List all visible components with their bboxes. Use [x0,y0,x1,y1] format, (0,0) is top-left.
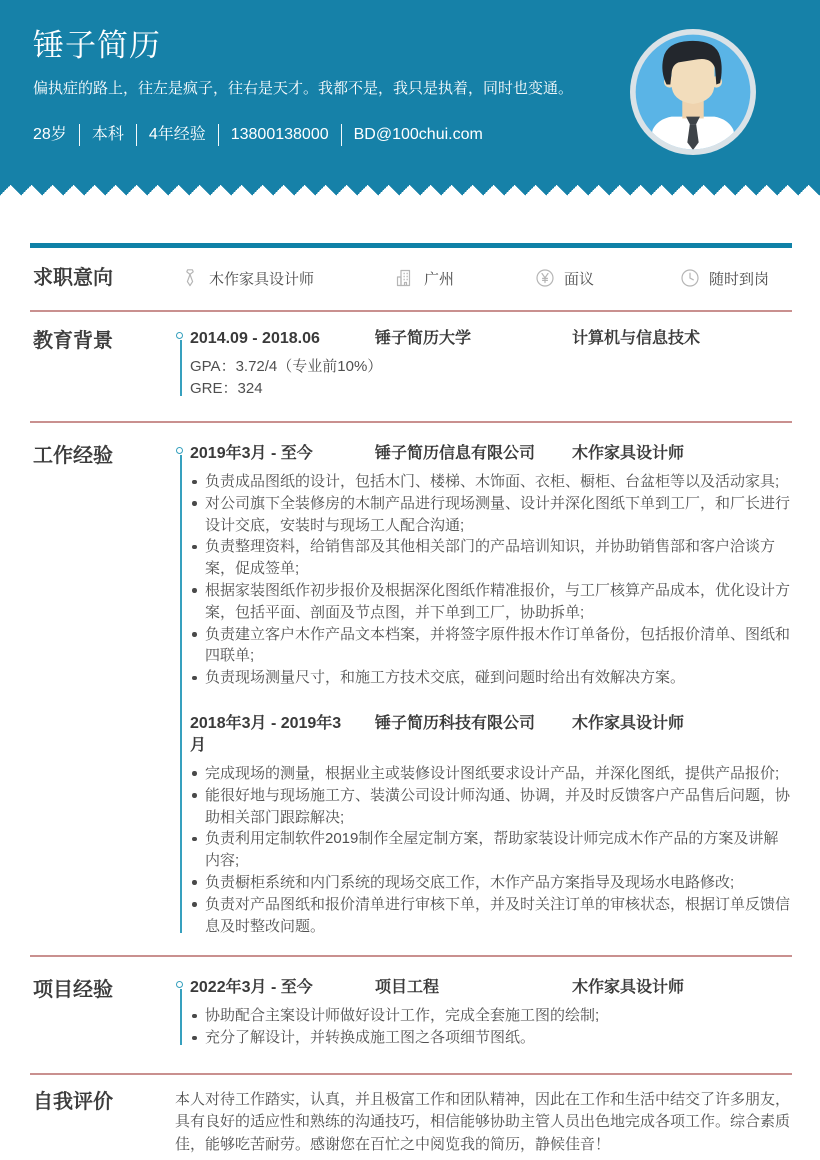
yen-icon [535,268,555,288]
intent-salary-label: 面议 [564,270,595,288]
building-icon [395,268,415,288]
timeline-line [180,989,182,1045]
header [0,0,820,185]
avatar-illustration [630,29,756,155]
entry-company: 锤子简历科技有限公司 [375,714,536,732]
work-entry [190,443,792,689]
header-info-item: 4年经验 [136,124,206,146]
timeline-line [180,340,182,396]
education-detail: GRE：324 [190,380,263,397]
bullet-item: 负责整理资料，给销售部及其他相关部门的产品培训知识，并协助销售部和客户洽谈方案，促成签单; [190,536,792,580]
bullet-item: 完成现场的测量，根据业主或装修设计图纸要求设计产品，并深化图纸，提供产品报价; [190,763,792,785]
work-entry [190,713,792,937]
header-info-item: BD@100chui.com [341,124,483,146]
section-title: 工作经验 [33,445,113,467]
section-title: 教育背景 [33,330,113,352]
header-name: 锤子简历 [33,28,161,63]
bullet-item: 负责成品图纸的设计，包括木门、楼梯、木饰面、衣柜、橱柜、台盆柜等以及活动家具; [190,471,792,493]
section-job-intent [0,248,820,310]
entry-period: 2014.09 - 2018.06 [190,330,320,347]
header-info-item: 28岁 [33,126,67,143]
header-info-item: 13800138000 [218,124,329,146]
entry-role: 木作家具设计师 [572,445,685,462]
bullet-item: 能很好地与现场施工方、装潢公司设计师沟通、协调，并及时反馈客户产品售后问题，协助相关部门跟踪解决; [190,785,792,829]
entry-school: 锤子简历大学 [375,330,472,347]
entry-major: 计算机与信息技术 [572,330,701,347]
education-details [190,356,792,400]
education-entry [190,328,792,350]
job-intent-items [175,268,792,289]
intent-city [395,268,535,289]
timeline-line [180,455,182,933]
entry-period: 2022年3月 - 至今 [190,979,313,997]
bullet-item: 负责现场测量尺寸，和施工方技术交底，碰到问题时给出有效解决方案。 [190,667,792,689]
bullet-item: 负责利用定制软件2019制作全屋定制方案，帮助家装设计师完成木作产品的方案及讲解内容; [190,828,792,872]
project-bullets [190,1005,792,1049]
header-tagline: 偏执症的路上，往左是疯子，往右是天才。我都不是，我只是执着，同时也变通。 [33,80,574,97]
bullet-item: 负责橱柜系统和内门系统的现场交底工作，木作产品方案指导及现场水电路修改; [190,872,792,894]
section-education [0,312,820,421]
section-title: 自我评价 [33,1090,113,1113]
avatar [630,29,756,155]
bullet-item: 负责对产品图纸和报价清单进行审核下单，并及时关注订单的审核状态，根据订单反馈信息及时整改问题。 [190,894,792,938]
timeline-dot [176,332,183,339]
intent-position-label: 木作家具设计师 [209,270,315,288]
bullet-item: 负责建立客户木作产品文本档案，并将签字原件报木作订单备份，包括报价清单、图纸和四联单; [190,624,792,668]
tie-icon [180,268,200,288]
entry-company: 锤子简历信息有限公司 [375,445,536,462]
bullet-item: 对公司旗下全装修房的木制产品进行现场测量、设计并深化图纸下单到工厂，和厂长进行设计交底，安装时与现场工人配合沟通; [190,493,792,537]
intent-availability [680,268,769,289]
section-self-evaluation [0,1075,820,1157]
zigzag-edge [0,185,820,202]
bullet-item: 协助配合主案设计师做好设计工作，完成全套施工图的绘制; [190,1005,792,1027]
entry-role: 木作家具设计师 [572,714,685,732]
section-project [0,957,820,1073]
section-title: 求职意向 [33,267,113,289]
bullet-item: 根据家装图纸作初步报价及根据深化图纸作精准报价，与工厂核算产品成本，优化设计方案，包括平面、剖面及节点图，并下单到工厂，协助拆单; [190,580,792,624]
project-entry [190,977,792,999]
intent-salary [535,268,680,289]
clock-icon [680,268,700,288]
intent-position [180,268,395,289]
education-detail: GPA：3.72/4（专业前10%） [190,358,383,375]
timeline-dot [176,447,183,454]
entry-period: 2019年3月 - 至今 [190,445,313,462]
work-bullets [190,763,792,937]
entry-project-name: 项目工程 [375,979,440,997]
section-work [0,423,820,955]
self-evaluation-text: 本人对待工作踏实，认真，并且极富工作和团队精神，因此在工作和生活中结交了许多朋友，具有良好的适应性和熟练的沟通技巧，相信能够协助主管人员出色地完成各项工作。综合素质佳，能够吃苦耐劳。感谢您在百忙之中阅览我的简历，静候佳音！ [175,1090,791,1153]
intent-city-label: 广州 [424,270,455,288]
entry-role: 木作家具设计师 [572,979,685,997]
work-bullets [190,471,792,689]
bullet-item: 充分了解设计，并转换成施工图之各项细节图纸。 [190,1027,792,1049]
intent-availability-label: 随时到岗 [709,270,770,288]
entry-period: 2018年3月 - 2019年3月 [190,714,342,754]
header-info-item: 本科 [79,124,124,146]
section-title: 项目经验 [33,979,113,1002]
